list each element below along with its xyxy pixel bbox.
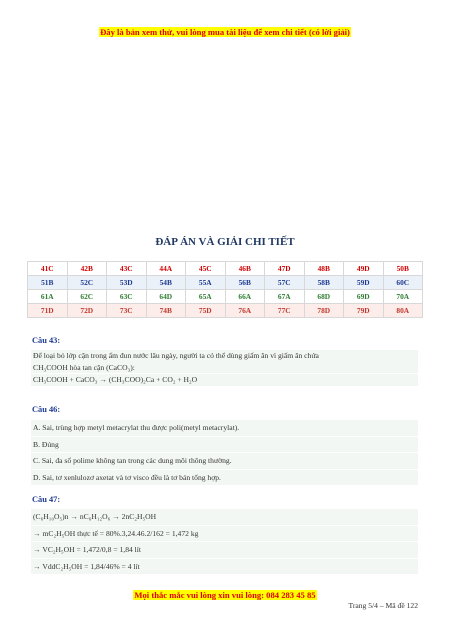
answer-cell: 63C bbox=[107, 290, 147, 304]
question-46-line: B. Đúng bbox=[31, 437, 418, 454]
answer-row bbox=[28, 276, 423, 290]
answer-cell: 77C bbox=[265, 304, 305, 318]
question-46-line: A. Sai, trùng hợp metyl metacrylat thu được poli(metyl metacrylat). bbox=[31, 420, 418, 437]
question-46-line: D. Sai, tơ xenlulozơ axetat và tơ visco đều là tơ bán tổng hợp. bbox=[33, 472, 221, 482]
question-43-line-1: Để loại bỏ lớp cặn trong ấm đun nước lâu ngày, người ta có thể dùng giấm ăn vì giấm ăn chứa bbox=[33, 351, 319, 360]
answer-cell: 68D bbox=[304, 290, 344, 304]
preview-banner-text: Đây là bản xem thử, vui lòng mua tài liệu để xem chi tiết (có lời giải) bbox=[100, 27, 350, 37]
question-46-line: C. Sai, đa số polime không tan trong các dung môi thông thường. bbox=[31, 453, 418, 470]
contact-note-text: Mọi thắc mắc vui lòng xin vui lòng: 084 283 45 85 bbox=[134, 590, 316, 600]
answer-cell: 66A bbox=[225, 290, 265, 304]
answer-cell: 69D bbox=[344, 290, 384, 304]
question-43-heading: Câu 43: bbox=[32, 336, 61, 345]
answer-cell: 71D bbox=[28, 304, 68, 318]
question-43-line-2: CH₃COOH hòa tan cặn (CaCO₃): bbox=[31, 362, 418, 375]
answer-cell: 55A bbox=[186, 276, 226, 290]
question-47-heading: Câu 47: bbox=[32, 495, 61, 504]
answer-row bbox=[28, 262, 423, 276]
answer-cell: 61A bbox=[28, 290, 68, 304]
answer-cell: 44A bbox=[146, 262, 186, 276]
answer-cell: 53D bbox=[107, 276, 147, 290]
answer-cell: 75D bbox=[186, 304, 226, 318]
answer-cell: 73C bbox=[107, 304, 147, 318]
answer-cell: 56B bbox=[225, 276, 265, 290]
answer-cell: 51B bbox=[28, 276, 68, 290]
question-47-line: → mC₂H₅OH thực tế = 80%.3,24.46.2/162 = 1,472 kg bbox=[31, 526, 418, 543]
answer-cell: 65A bbox=[186, 290, 226, 304]
answer-cell: 48B bbox=[304, 262, 344, 276]
question-47-line: → VC₂H₅OH = 1,472/0,8 = 1,84 lít bbox=[31, 542, 418, 559]
answer-row bbox=[28, 290, 423, 304]
answer-cell: 52C bbox=[67, 276, 107, 290]
question-43-box bbox=[31, 350, 418, 386]
answer-cell: 80A bbox=[383, 304, 423, 318]
question-46-heading: Câu 46: bbox=[32, 405, 61, 414]
answer-cell: 64D bbox=[146, 290, 186, 304]
answer-cell: 57C bbox=[265, 276, 305, 290]
answer-key-table bbox=[27, 261, 423, 318]
answer-cell: 76A bbox=[225, 304, 265, 318]
page-number: Trang 5/4 – Mã đề 122 bbox=[348, 601, 418, 610]
answer-cell: 59D bbox=[344, 276, 384, 290]
preview-banner bbox=[0, 27, 450, 37]
page-title: ĐÁP ÁN VÀ GIẢI CHI TIẾT bbox=[155, 236, 295, 248]
question-47-line: (C₆H₁₀O₅)n → nC₆H₁₂O₆ → 2nC₂H₅OH bbox=[31, 509, 418, 526]
question-46-box bbox=[31, 420, 418, 485]
answer-cell: 46B bbox=[225, 262, 265, 276]
answer-cell: 45C bbox=[186, 262, 226, 276]
answer-cell: 47D bbox=[265, 262, 305, 276]
question-43-line-3: CH₃COOH + CaCO₃ → (CH₃COO)₂Ca + CO₂ + H₂O bbox=[33, 375, 198, 384]
answer-cell: 72D bbox=[67, 304, 107, 318]
answer-cell: 74B bbox=[146, 304, 186, 318]
answer-cell: 43C bbox=[107, 262, 147, 276]
question-47-line: → VddC₂H₅OH = 1,84/46% = 4 lít bbox=[33, 561, 140, 571]
answer-cell: 42B bbox=[67, 262, 107, 276]
answer-cell: 49D bbox=[344, 262, 384, 276]
answer-cell: 67A bbox=[265, 290, 305, 304]
answer-cell: 58B bbox=[304, 276, 344, 290]
answer-cell: 60C bbox=[383, 276, 423, 290]
answer-cell: 41C bbox=[28, 262, 68, 276]
answer-cell: 79D bbox=[344, 304, 384, 318]
question-47-box bbox=[31, 509, 418, 574]
answer-cell: 54B bbox=[146, 276, 186, 290]
answer-cell: 70A bbox=[383, 290, 423, 304]
contact-note bbox=[0, 590, 450, 600]
answer-cell: 62C bbox=[67, 290, 107, 304]
answer-cell: 78D bbox=[304, 304, 344, 318]
answer-row bbox=[28, 304, 423, 318]
answer-cell: 50B bbox=[383, 262, 423, 276]
